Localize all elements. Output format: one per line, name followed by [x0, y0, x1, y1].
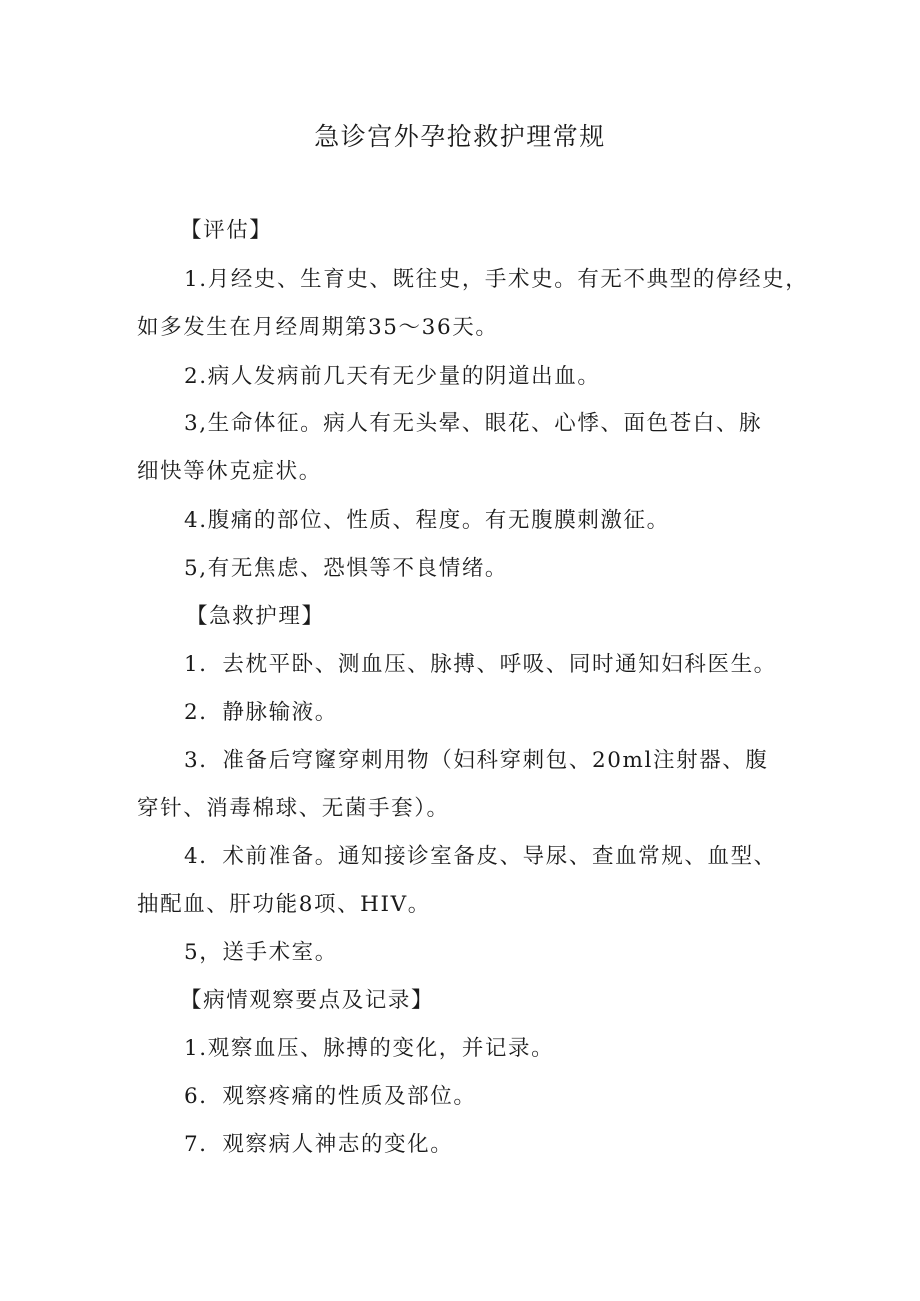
paragraph-line: 1.观察血压、脉搏的变化，并记录。 — [184, 1036, 555, 1061]
paragraph-line: 抽配血、肝功能8项、HIV。 — [137, 892, 431, 917]
paragraph-line: 1.月经史、生育史、既往史，手术史。有无不典型的停经史， — [184, 267, 809, 292]
paragraph-line: 2.病人发病前几天有无少量的阴道出血。 — [184, 364, 601, 389]
paragraph-line: 1．去枕平卧、测血压、脉搏、呼吸、同时通知妇科医生。 — [184, 652, 777, 677]
paragraph-line: 2．静脉输液。 — [184, 700, 338, 725]
paragraph-line: 5，送手术室。 — [184, 940, 338, 965]
document-title: 急诊宫外孕抢救护理常规 — [314, 122, 606, 151]
paragraph-line: 4．术前准备。通知接诊室备皮、导尿、查血常规、血型、 — [184, 844, 777, 869]
paragraph-line: 6．观察疼痛的性质及部位。 — [184, 1084, 477, 1109]
section-heading-emergency-care: 【急救护理】 — [186, 604, 325, 629]
paragraph-line: 3．准备后穹窿穿刺用物（妇科穿刺包、20ml注射器、腹 — [184, 748, 769, 773]
paragraph-line: 穿针、消毒棉球、无菌手套）。 — [137, 796, 450, 821]
paragraph-line: 如多发生在月经周期第35～36天。 — [137, 315, 499, 340]
section-heading-assessment: 【评估】 — [180, 218, 273, 243]
paragraph-line: 4.腹痛的部位、性质、程度。有无腹膜刺激征。 — [184, 508, 670, 533]
section-heading-observation: 【病情观察要点及记录】 — [180, 988, 435, 1013]
paragraph-line: 细快等休克症状。 — [137, 459, 322, 484]
paragraph-line: 5,有无焦虑、恐惧等不良情绪。 — [184, 556, 509, 581]
paragraph-line: 3,生命体征。病人有无头晕、眼花、心悸、面色苍白、脉 — [184, 411, 763, 436]
paragraph-line: 7．观察病人神志的变化。 — [184, 1132, 454, 1157]
